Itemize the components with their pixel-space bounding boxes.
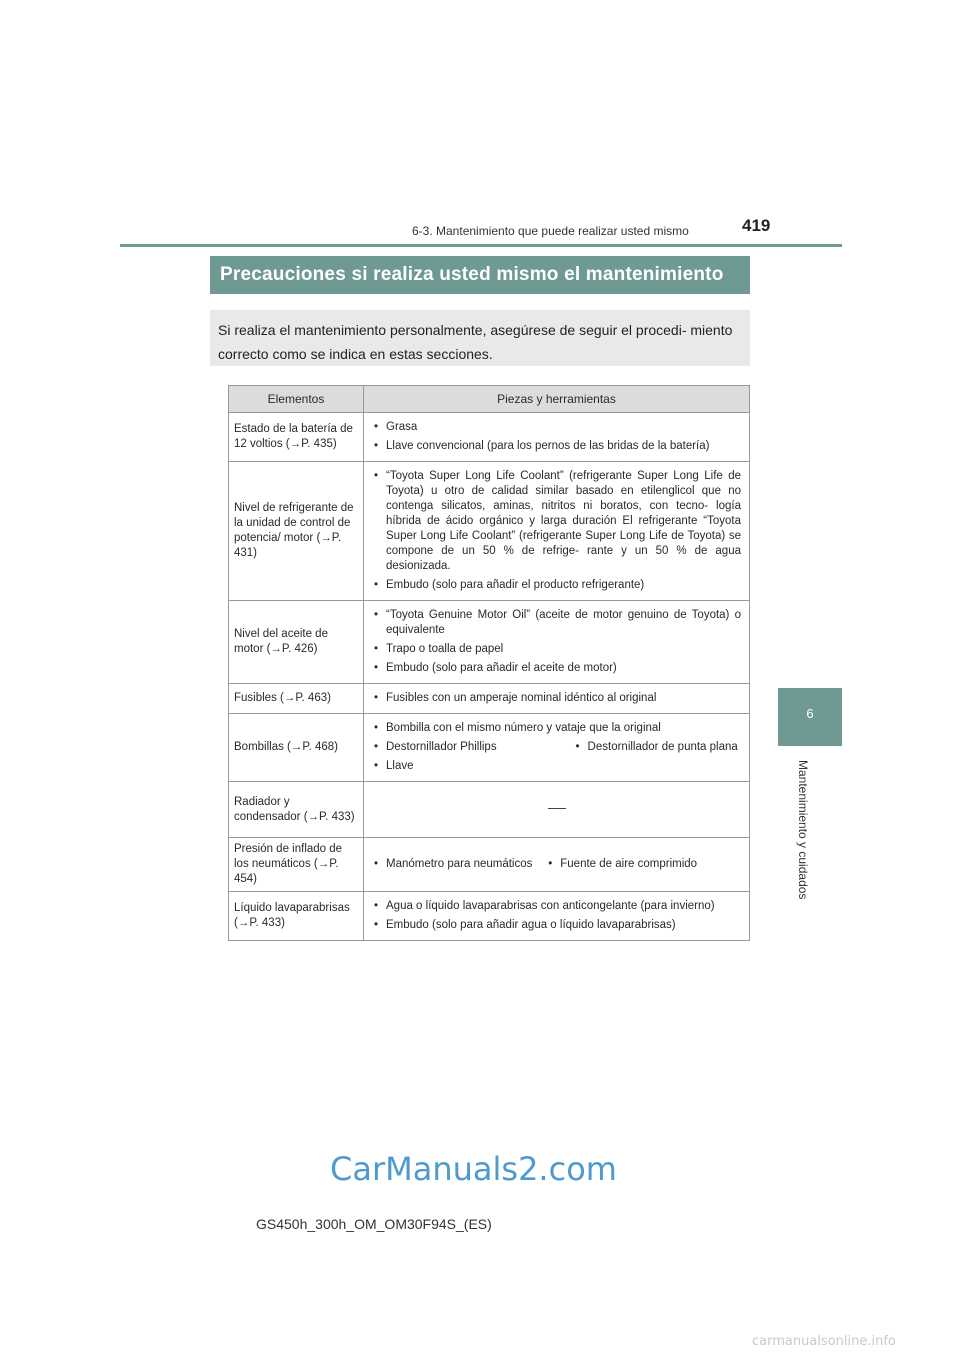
tools-cell (364, 413, 750, 462)
list-item: • “Toyota Super Long Life Coolant” (refrigerante Super Long Life de Toyota) u otro de calidad similar basado en etilenglicol que no contenga silicatos, aminas, nitritos ni boratos, con tecno- logía híbrida de ácido orgánico y larga duración El refrigerante “Toyota Super Long Life Coolant” (refrigerante Super Long Life de Toyota) se compone de un 50 % de refrige- rante y un 50 % de agua desionizada. (372, 469, 741, 574)
section-title: Precauciones si realiza usted mismo el mantenimiento (210, 256, 750, 294)
list-item: • Llave (372, 759, 741, 774)
table-row (229, 413, 750, 462)
em-dash (548, 808, 566, 809)
list-item: • Trapo o toalla de papel (372, 642, 741, 657)
table-header-row (229, 386, 750, 413)
list-item: • Embudo (solo para añadir agua o líquido lavaparabrisas) (372, 918, 741, 933)
parts-table (228, 385, 750, 941)
element-cell: Nivel de refrigerante de la unidad de control de potencia/ motor (→P. 431) (229, 462, 364, 601)
list-item-pair (372, 740, 741, 755)
list-item: • Llave convencional (para los pernos de las bridas de la batería) (372, 439, 741, 454)
table-row (229, 714, 750, 782)
list-item: • Embudo (solo para añadir el producto refrigerante) (372, 578, 741, 593)
list-item: • Agua o líquido lavaparabrisas con anticongelante (para invierno) (372, 899, 741, 914)
table-row (229, 601, 750, 684)
element-cell: Radiador y condensador (→P. 433) (229, 782, 364, 838)
header-elements: Elementos (229, 386, 364, 413)
list-item: • Manómetro para neumáticos (372, 857, 546, 872)
element-cell: Fusibles (→P. 463) (229, 684, 364, 714)
intro-box: Si realiza el mantenimiento personalmente, asegúrese de seguir el procedi- miento correcto como se indica en estas secciones. (210, 310, 750, 366)
watermark-site: carmanualsonline.info (752, 1334, 896, 1349)
element-cell: Presión de inflado de los neumáticos (→P. 454) (229, 838, 364, 892)
element-cell: Bombillas (→P. 468) (229, 714, 364, 782)
tools-cell (364, 714, 750, 782)
chapter-label: Mantenimiento y cuidados (796, 760, 810, 900)
list-item: • Fusibles con un amperaje nominal idéntico al original (372, 691, 741, 706)
header-rule (120, 244, 842, 247)
tools-cell (364, 892, 750, 941)
list-item: • Grasa (372, 420, 741, 435)
tools-cell (364, 601, 750, 684)
list-item: • Destornillador de punta plana (574, 740, 741, 755)
watermark-logo: CarManuals2.com (330, 1150, 617, 1188)
list-item-pair (372, 857, 741, 872)
table-row (229, 782, 750, 838)
table-row (229, 462, 750, 601)
element-cell: Nivel del aceite de motor (→P. 426) (229, 601, 364, 684)
chapter-number: 6 (806, 706, 814, 721)
list-item: • Embudo (solo para añadir el aceite de motor) (372, 661, 741, 676)
document-code: GS450h_300h_OM_OM30F94S_(ES) (256, 1216, 492, 1232)
table-row (229, 684, 750, 714)
table-row (229, 892, 750, 941)
chapter-tab (778, 688, 842, 746)
page-number: 419 (742, 216, 771, 235)
tools-cell-empty (364, 782, 750, 838)
list-item: • Bombilla con el mismo número y vataje que la original (372, 721, 741, 736)
element-cell: Estado de la batería de 12 voltios (→P. 435) (229, 413, 364, 462)
tools-cell (364, 838, 750, 892)
element-cell: Líquido lavaparabrisas (→P. 433) (229, 892, 364, 941)
list-item: • “Toyota Genuine Motor Oil” (aceite de motor genuino de Toyota) o equivalente (372, 608, 741, 638)
list-item: • Fuente de aire comprimido (546, 857, 741, 872)
tools-cell (364, 684, 750, 714)
header-section-title: 6-3. Mantenimiento que puede realizar usted mismo (412, 224, 689, 238)
tools-cell (364, 462, 750, 601)
list-item: • Destornillador Phillips (372, 740, 574, 755)
header-tools: Piezas y herramientas (364, 386, 750, 413)
table-row (229, 838, 750, 892)
